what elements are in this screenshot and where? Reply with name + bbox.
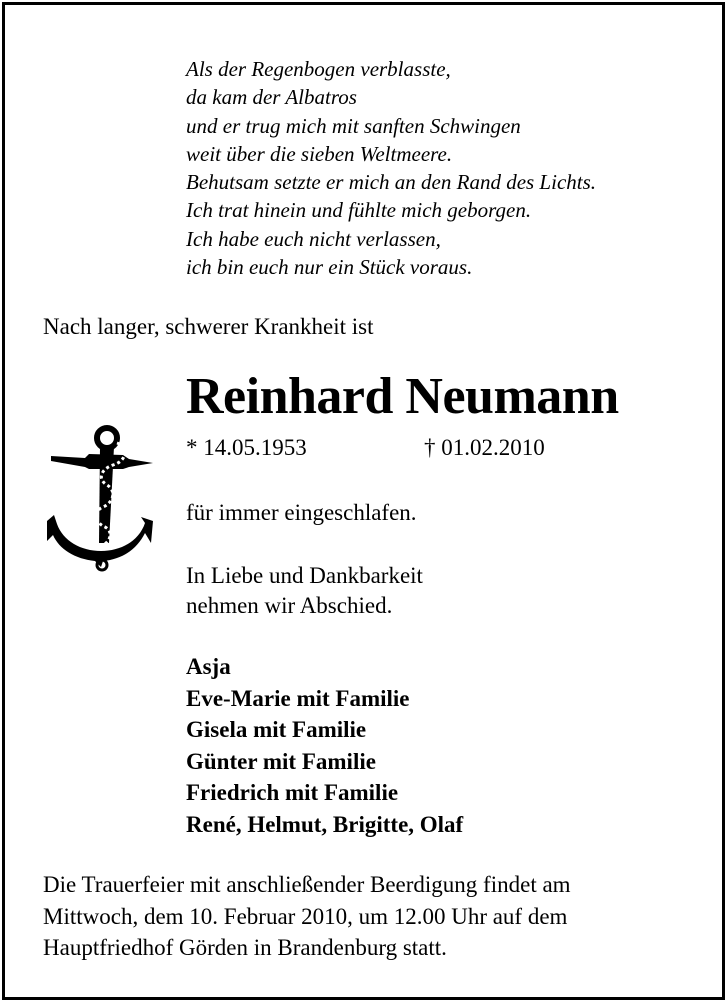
text-line: In Liebe und Dankbarkeit [186,563,423,588]
obituary-frame [2,2,725,1000]
poem-line: Ich trat hinein und fühlte mich geborgen. [186,198,532,223]
mourner: Asja [186,654,231,679]
poem-line: Als der Regenbogen verblasste, [186,57,451,81]
poem-line: ich bin euch nur ein Stück voraus. [186,255,473,280]
mourner: Eve-Marie mit Familie [186,685,410,711]
birth-date: * 14.05.1953 [186,435,307,460]
notice-line: Hauptfriedhof Görden in Brandenburg statt. [43,935,447,960]
mourner: René, Helmut, Brigitte, Olaf [186,811,464,837]
mourner: Gisela mit Familie [186,717,367,742]
notice-line: Die Trauerfeier mit anschließender Beerdigung findet am [43,872,571,897]
poem-line: und er trug mich mit sanften Schwingen [186,113,521,138]
mourner: Friedrich mit Familie [186,780,399,805]
mourner: Günter mit Familie [186,748,376,774]
poem-line: Behutsam setzte er mich an den Rand des Lichts. [186,170,597,195]
text-line: nehmen wir Abschied. [186,593,393,618]
mourners-list [186,651,463,840]
deceased-name: Reinhard Neumann [186,368,619,425]
notice-line: Mittwoch, dem 10. Februar 2010, um 12.00 Uhr auf dem [43,903,568,929]
text-line: für immer eingeschlafen. [186,500,417,525]
text-block [186,561,423,621]
intro-text: Nach langer, schwerer Krankheit ist [43,314,374,339]
poem-line: weit über die sieben Weltmeere. [186,141,453,166]
poem-line: da kam der Albatros [186,85,357,110]
anchor-icon [43,425,155,575]
poem-line: Ich habe euch nicht verlassen, [186,226,441,251]
funeral-notice [43,869,571,964]
death-date: † 01.02.2010 [424,435,545,460]
poem [186,55,596,281]
